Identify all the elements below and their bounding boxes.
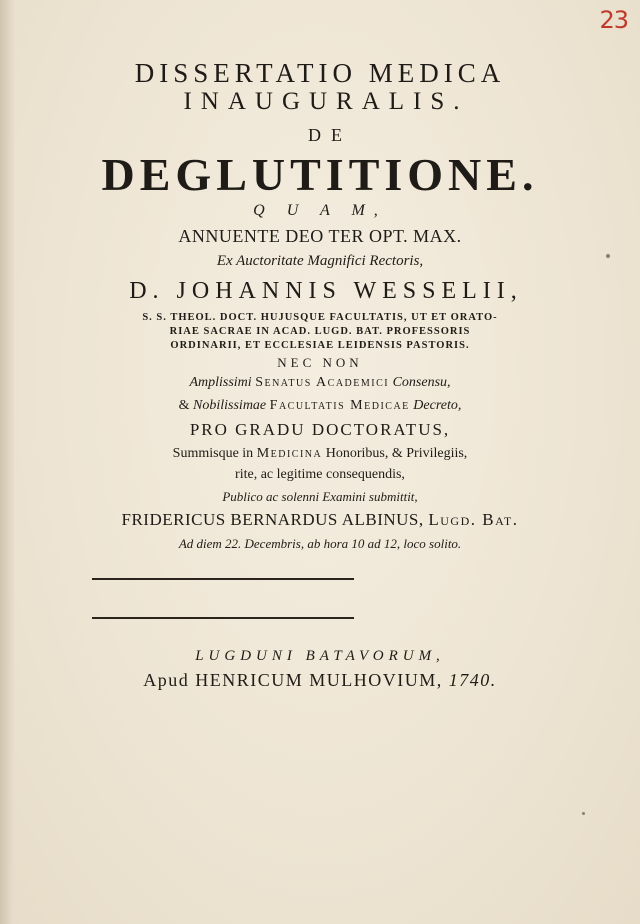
date-line: Ad diem 22. Decembris, ab hora 10 ad 12, loco solito. (178, 536, 462, 551)
honoribus-summisque: Summisque in (172, 446, 254, 461)
folio-number: 23 (599, 6, 628, 34)
gradu-line: PRO GRADU DOCTORATUS, (189, 420, 451, 439)
senatus-academici: Senatus Academici (255, 375, 390, 390)
annuente-line: ANNUENTE DEO TER OPT. MAX. (178, 226, 462, 246)
rector-titles-2: RIAE SACRAE IN ACAD. LUGD. BAT. PROFESSORIS (169, 326, 471, 337)
senatus-line (0, 375, 640, 391)
auctoritate-line: Ex Auctoritate Magnifici Rectoris, (216, 253, 424, 269)
author-origin: Lugd. Bat. (428, 510, 519, 529)
facultatis-decreto: Decreto, (413, 398, 462, 413)
author-line (0, 510, 640, 530)
examini-line: Publico ac solenni Examini submittit, (222, 489, 418, 504)
ornamental-rule-lower (92, 617, 354, 619)
facultatis-nobilissimae: Nobilissimae (193, 398, 267, 413)
honoribus-privilegiis: Honoribus, & Privilegiis, (325, 446, 468, 461)
rector-titles-1: S. S. THEOL. DOCT. HUJUSQUE FACULTATIS, UT ET ORATO- (142, 312, 498, 323)
main-title: DEGLUTITIONE. (101, 149, 539, 200)
rector-titles-3: ORDINARII, ET ECCLESIAE LEIDENSIS PASTORIS. (170, 340, 470, 351)
imprint-apud: Apud (143, 670, 190, 690)
author-name: FRIDERICUS BERNARDUS ALBINUS, (121, 510, 424, 529)
senatus-consensu: Consensu, (392, 375, 451, 390)
title-line-2: INAUGURALIS. (183, 88, 469, 115)
honoribus-medicina: Medicina (256, 446, 323, 461)
ornamental-rule-upper (92, 578, 354, 580)
paper-speck (582, 812, 585, 815)
paper-speck (606, 254, 610, 258)
title-line-1: DISSERTATIO MEDICA (134, 58, 506, 88)
rite-line: rite, ac legitime consequendis, (235, 467, 405, 482)
imprint-year: 1740. (448, 670, 497, 690)
imprint-publisher: HENRICUM MULHOVIUM, (195, 670, 443, 690)
honoribus-line (0, 446, 640, 462)
title-de: DE (308, 125, 352, 145)
facultatis-medicae: Facultatis Medicae (269, 398, 410, 413)
quam-line: Q U A M, (253, 202, 387, 219)
imprint-publisher-line (0, 670, 640, 691)
imprint-place: LUGDUNI BATAVORUM, (195, 648, 445, 664)
nec-non-line: NEC NON (277, 355, 363, 370)
senatus-amplissimi: Amplissimi (189, 375, 252, 390)
facultatis-line (0, 398, 640, 414)
facultatis-ampersand: & (178, 398, 190, 413)
rector-name: D. JOHANNIS WESSELII, (129, 278, 523, 304)
